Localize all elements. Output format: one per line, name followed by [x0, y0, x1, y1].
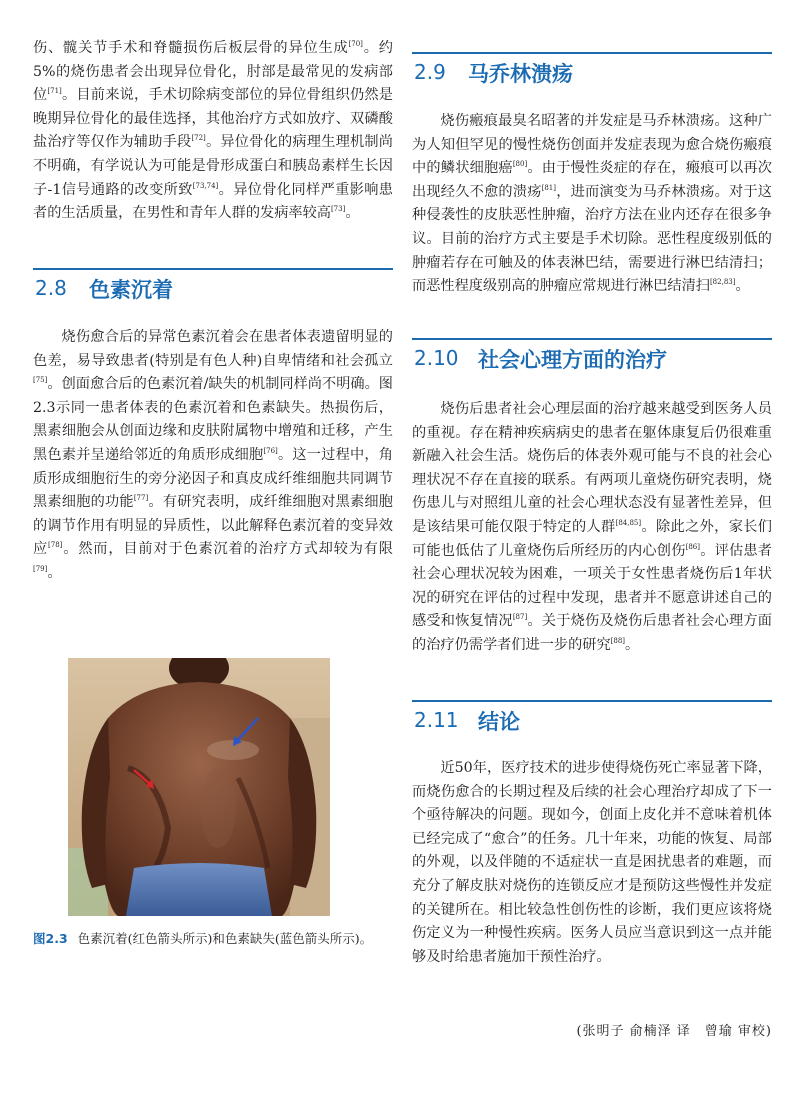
paragraph-heterotopic: 伤、髋关节手术和脊髓损伤后板层骨的异位生成[70]。约5%的烧伤患者会出现异位骨化，肘部是最常见的发病部位[71]。目前来说，手术切除病变部位的异位骨组织仍然是晚期异位骨化的最佳选择，其他治疗方式如放疗、双磷酸盐治疗等仅作为辅助手段[72]。异位骨化的病理生理机制尚不明确，有学说认为可能是骨形成蛋白和胰岛素样生长因子-1信号通路的改变所致[73,74]。异位骨化同样严重影响患者的生活质量，在男性和青年人群的发病率较高[73]。 [33, 40, 393, 222]
section-number: 2.10 [414, 346, 459, 370]
citation: [73,74] [192, 181, 219, 190]
figure-caption-text: 色素沉着(红色箭头所示)和色素缺失(蓝色箭头所示)。 [77, 931, 373, 946]
section-title: 马乔林溃疡 [468, 62, 573, 86]
citation: [88] [610, 636, 626, 645]
back-pigmentation-image [68, 658, 330, 916]
citation: [75] [33, 376, 48, 385]
citation: [71] [47, 87, 62, 96]
section-heading-2-9 [412, 52, 772, 94]
citation: [84,85] [615, 518, 642, 527]
citation: [81] [541, 183, 556, 192]
citation: [72] [191, 134, 206, 143]
section-number: 2.8 [35, 276, 67, 300]
paragraph-conclusion: 近50年，医疗技术的进步使得烧伤死亡率显著下降，而烧伤愈合的长期过程及后续的社会心理治疗却成了下一个亟待解决的问题。现如今，创面上皮化并不意味着机体已经完成了“愈合”的任务。几十年来，功能的恢复、局部的外观，以及伴随的不适症状一直是困扰患者的难题，而充分了解皮肤对烧伤的连锁反应才是预防这些慢性并发症的关键所在。相比较急性创伤性的诊断，我们更应该将烧伤定义为一种慢性疾病。医务人员应当意识到这一点并能够及时给患者施加干预性治疗。 [412, 760, 772, 965]
citation: [76] [263, 446, 278, 455]
citation: [80] [512, 160, 528, 169]
translator-credit: (张明子 俞楠泽 译 曾瑜 审校) [576, 1024, 772, 1039]
section-heading-2-10 [412, 338, 772, 380]
section-title: 色素沉着 [89, 278, 173, 302]
section-number: 2.9 [414, 60, 446, 84]
citation: [78] [48, 541, 63, 550]
citation: [79] [33, 564, 48, 573]
paragraph-psychosocial: 烧伤后患者社会心理层面的治疗越来越受到医务人员的重视。存在精神疾病病史的患者在躯体康复后仍很难重新融入社会生活。烧伤后的体表外观可能与不良的社会心理状况不存在直接的联系。有两项儿童烧伤研究表明，烧伤患儿与对照组儿童的社会心理状态没有显著性差异，但是该结果可能仅限于特定的人群[84,85]。除此之外，家长们可能也低估了儿童烧伤后所经历的内心创伤[86]。评估患者社会心理状况较为困难，一项关于女性患者烧伤后1年状况的研究在评估的过程中发现，患者并不愿意讲述自己的感受和恢复情况[87]。关于烧伤及烧伤后患者社会心理方面的治疗仍需学者们进一步的研究[88]。 [412, 401, 772, 653]
figure-caption [33, 930, 403, 948]
section-heading-2-11 [412, 700, 772, 742]
citation: [77] [133, 494, 149, 503]
section-number: 2.11 [414, 708, 459, 732]
figure-2-3-photo [68, 658, 330, 916]
citation: [73] [330, 205, 346, 214]
paragraph-marjolin: 烧伤瘢痕最臭名昭著的并发症是马乔林溃疡。这种广为人知但罕见的慢性烧伤创面并发症表现为愈合烧伤瘢痕中的鳞状细胞癌[80]。由于慢性炎症的存在，瘢痕可以再次出现经久不愈的溃疡[81]，进而演变为马乔林溃疡。对于这种侵袭性的皮肤恶性肿瘤，治疗方法在业内还存在很多争议。目前的治疗方式主要是手术切除。恶性程度级别低的肿瘤若存在可触及的体表淋巴结，需要进行淋巴结清扫；而恶性程度级别高的肿瘤应常规进行淋巴结清扫[82,83]。 [412, 113, 772, 295]
citation: [70] [348, 40, 363, 48]
section-heading-2-8 [33, 268, 393, 310]
section-title: 结论 [478, 710, 520, 734]
figure-label: 图2.3 [33, 931, 68, 946]
citation: [87] [512, 613, 528, 622]
citation: [86] [685, 542, 700, 551]
citation: [82,83] [709, 278, 736, 287]
section-title: 社会心理方面的治疗 [478, 348, 667, 372]
paragraph-pigmentation: 烧伤愈合后的异常色素沉着会在患者体表遗留明显的色差，易导致患者(特别是有色人种)自卑情绪和社会孤立[75]。创面愈合后的色素沉着/缺失的机制同样尚不明确。图2.3示同一患者体表的色素沉着和色素缺失。热损伤后，黑素细胞会从创面边缘和皮肤附属物中增殖和迁移，产生黑色素并呈递给邻近的角质形成细胞[76]。这一过程中，角质形成细胞衍生的旁分泌因子和真皮成纤维细胞共同调节黑素细胞的功能[77]。有研究表明，成纤维细胞对黑素细胞的调节作用有明显的异质性，以此解释色素沉着的变异效应[78]。然而，目前对于色素沉着的治疗方式却较为有限[79]。 [33, 329, 393, 581]
